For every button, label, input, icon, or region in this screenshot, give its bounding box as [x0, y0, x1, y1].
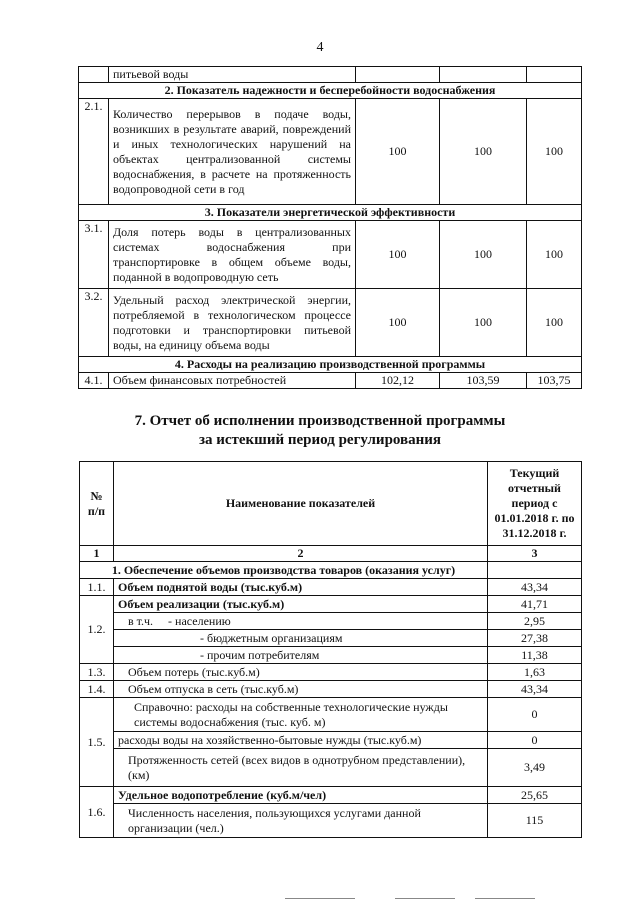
row-value: 102,12 — [356, 373, 440, 389]
row-text: расходы воды на хозяйственно-бытовые нужды (тыс.куб.м) — [114, 732, 488, 749]
row-value: 11,38 — [488, 647, 582, 664]
section-header — [79, 83, 582, 99]
row-number: 3.2. — [79, 289, 109, 357]
column-numbers-row — [80, 546, 582, 562]
table-row — [80, 787, 582, 804]
row-text: Объем потерь (тыс.куб.м) — [114, 664, 488, 681]
section-1-title: 1. Обеспечение объемов производства товаров (оказания услуг) — [80, 562, 488, 579]
table-row — [80, 579, 582, 596]
section-4-title: 4. Расходы на реализацию производственной программы — [79, 357, 582, 373]
row-value: 2,95 — [488, 613, 582, 630]
table-row — [79, 289, 582, 357]
page-number: 4 — [316, 40, 324, 55]
section-7-title — [0, 412, 640, 450]
row-text: - бюджетным организациям — [114, 630, 488, 647]
row-value: 43,34 — [488, 579, 582, 596]
row-value: 100 — [356, 99, 440, 205]
row-number: 1.5. — [80, 698, 114, 787]
footer-mark — [285, 898, 355, 899]
row-subtext: - населению — [168, 613, 231, 628]
column-number: 2 — [114, 546, 488, 562]
continuation-text: питьевой воды — [109, 67, 356, 83]
row-text — [114, 613, 488, 630]
row-value: 100 — [527, 99, 582, 205]
table-row — [80, 681, 582, 698]
row-value: 100 — [527, 221, 582, 289]
table-row — [80, 630, 582, 647]
table-row — [80, 664, 582, 681]
row-text: Объем поднятой воды (тыс.куб.м) — [114, 579, 488, 596]
row-value: 100 — [440, 289, 527, 357]
section-2-title: 2. Показатель надежности и бесперебойности водоснабжения — [79, 83, 582, 99]
table-row — [79, 99, 582, 205]
section-7-title-line2: за истекший период регулирования — [198, 432, 442, 448]
row-value: 103,59 — [440, 373, 527, 389]
row-text: Объем отпуска в сеть (тыс.куб.м) — [114, 681, 488, 698]
row-value: 1,63 — [488, 664, 582, 681]
row-text: Объем финансовых потребностей — [109, 373, 356, 389]
row-value: 100 — [356, 289, 440, 357]
row-text: Численность населения, пользующихся услугами данной организации (чел.) — [114, 804, 488, 838]
footer-mark — [395, 898, 455, 899]
row-value: 0 — [488, 698, 582, 732]
row-value: 100 — [440, 99, 527, 205]
row-text: Количество перерывов в подаче воды, возникших в результате аварий, повреждений и иных технологических нарушений на объектах централизованной системы водоснабжения, в расчете на протяженность водопроводной сети в год — [109, 99, 356, 205]
table-header-row — [80, 462, 582, 546]
section-header — [80, 562, 582, 579]
row-text: Удельный расход электрической энергии, потребляемой в технологическом процессе подготовки и транспортировки питьевой воды, на единицу объема воды — [109, 289, 356, 357]
row-value: 100 — [440, 221, 527, 289]
row-text: Доля потерь воды в централизованных системах водоснабжения при транспортировке в общем объеме воды, поданной в водопроводную сеть — [109, 221, 356, 289]
row-prefix: в т.ч. — [128, 613, 154, 628]
row-number: 3.1. — [79, 221, 109, 289]
row-text: Объем реализации (тыс.куб.м) — [114, 596, 488, 613]
section-header — [79, 357, 582, 373]
table-row — [80, 732, 582, 749]
row-number: 1.2. — [80, 596, 114, 664]
row-value: 0 — [488, 732, 582, 749]
table-row — [79, 373, 582, 389]
row-value: 43,34 — [488, 681, 582, 698]
column-number: 1 — [80, 546, 114, 562]
row-number: 2.1. — [79, 99, 109, 205]
row-number: 1.6. — [80, 787, 114, 838]
table-row — [79, 221, 582, 289]
table-row — [80, 647, 582, 664]
header-period: Текущий отчетный период с 01.01.2018 г. по 31.12.2018 г. — [488, 462, 582, 546]
row-text: Протяженность сетей (всех видов в однотрубном представлении), (км) — [114, 749, 488, 787]
section-7-title-line1: 7. Отчет об исполнении производственной программы — [134, 413, 506, 429]
table-row — [80, 596, 582, 613]
row-value: 27,38 — [488, 630, 582, 647]
table-row — [80, 698, 582, 732]
column-number: 3 — [488, 546, 582, 562]
table-row — [80, 804, 582, 838]
section-3-title: 3. Показатели энергетической эффективности — [79, 205, 582, 221]
header-number: № п/п — [80, 462, 114, 546]
row-number: 1.1. — [80, 579, 114, 596]
row-value: 3,49 — [488, 749, 582, 787]
row-text: Удельное водопотребление (куб.м/чел) — [114, 787, 488, 804]
row-value: 100 — [356, 221, 440, 289]
row-number: 4.1. — [79, 373, 109, 389]
row-value: 100 — [527, 289, 582, 357]
table-row — [80, 749, 582, 787]
report-table — [79, 461, 582, 838]
header-name: Наименование показателей — [114, 462, 488, 546]
row-value: 41,71 — [488, 596, 582, 613]
row-text: Справочно: расходы на собственные технологические нужды системы водоснабжения (тыс. куб. м) — [114, 698, 488, 732]
row-text: - прочим потребителям — [114, 647, 488, 664]
row-value: 115 — [488, 804, 582, 838]
footer-mark — [475, 898, 535, 899]
row-value: 25,65 — [488, 787, 582, 804]
table-row — [80, 613, 582, 630]
row-number: 1.4. — [80, 681, 114, 698]
table-row — [79, 67, 582, 83]
indicators-table — [78, 66, 582, 389]
row-value: 103,75 — [527, 373, 582, 389]
row-number: 1.3. — [80, 664, 114, 681]
section-header — [79, 205, 582, 221]
